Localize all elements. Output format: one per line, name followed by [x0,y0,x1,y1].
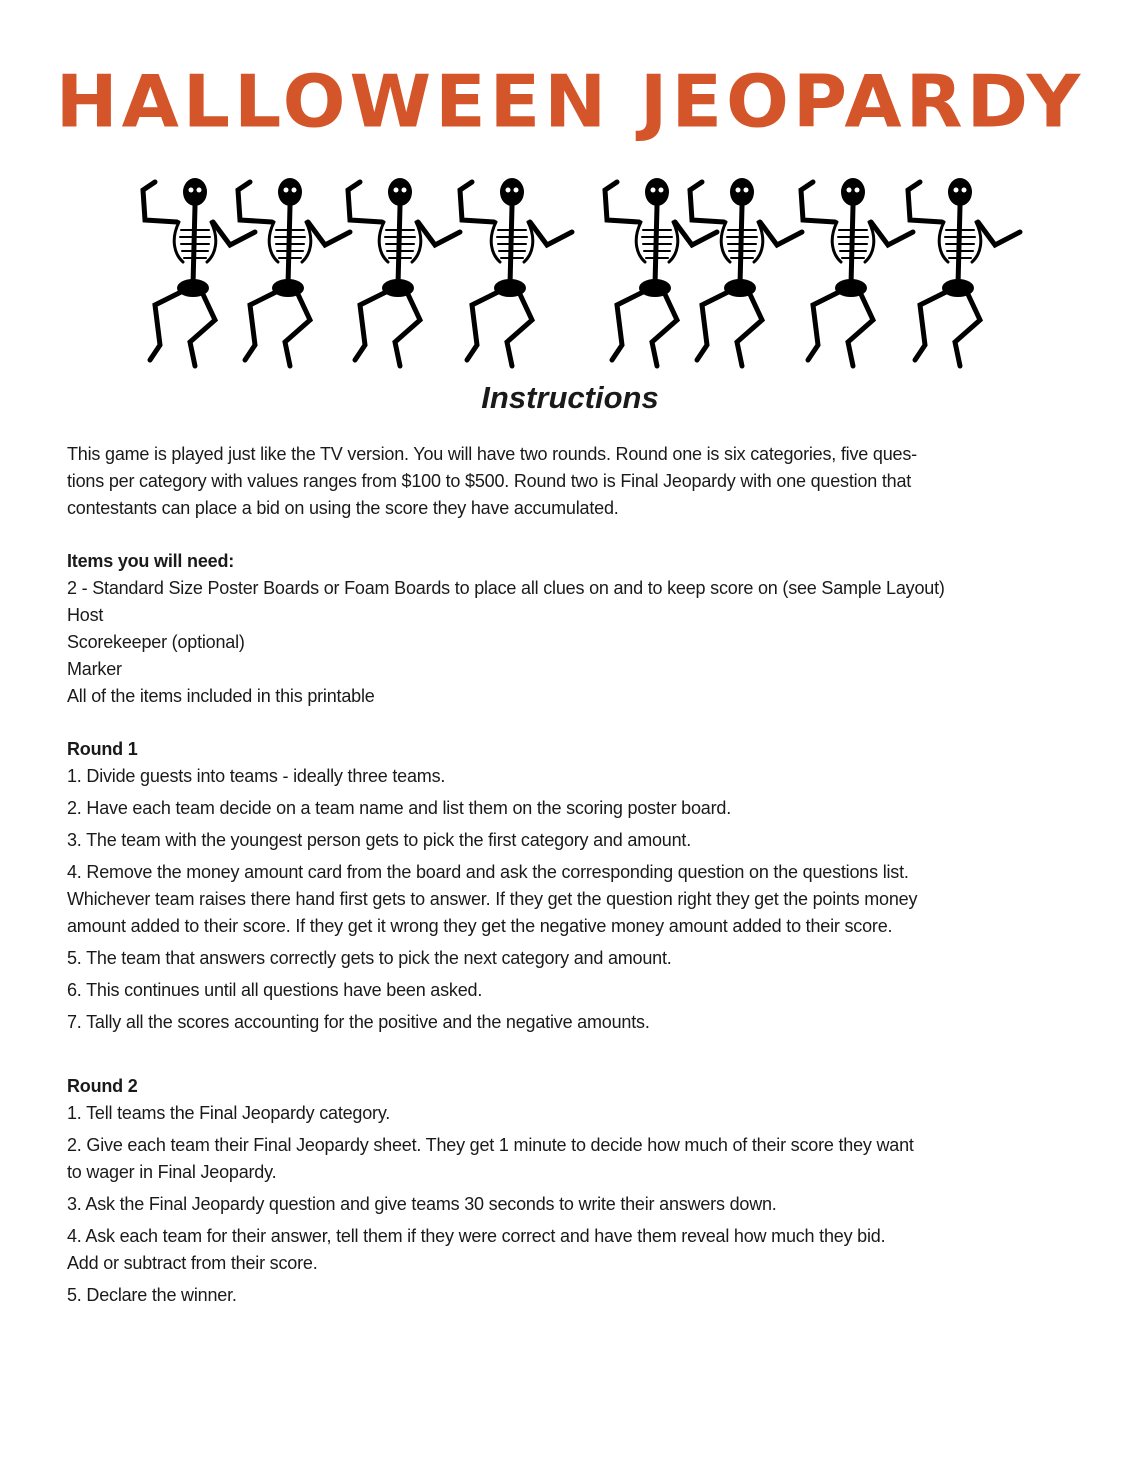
step-line: 1. Tell teams the Final Jeopardy category. [67,1103,391,1123]
item: 2 - Standard Size Poster Boards or Foam Boards to place all clues on and to keep score on (see Sample Layout) [67,578,945,598]
section-title: Instructions [481,380,659,415]
step-line: Add or subtract from their score. [67,1253,318,1273]
item: Marker [67,659,122,679]
step-line: 4. Ask each team for their answer, tell them if they were correct and have them reveal how much they bid. [67,1226,886,1246]
step [67,945,1087,972]
skeleton [605,178,717,366]
round2-heading: Round 2 [67,1076,138,1096]
skeleton [460,178,572,366]
step [67,1132,1087,1186]
step [67,1223,1087,1277]
skeleton [908,178,1020,366]
step [67,763,1087,790]
skeleton [348,178,460,366]
step [67,827,1087,854]
step-line: amount added to their score. If they get it wrong they get the negative money amount added to their score. [67,916,893,936]
intro-line: This game is played just like the TV version. You will have two rounds. Round one is six categories, five ques- [67,444,917,464]
instructions-body [67,441,1087,1314]
step [67,1100,1087,1127]
intro-line: contestants can place a bid on using the score they have accumulated. [67,498,619,518]
items-heading: Items you will need: [67,551,235,571]
step-line: 2. Give each team their Final Jeopardy sheet. They get 1 minute to decide how much of their score they want [67,1135,914,1155]
step-line: 6. This continues until all questions have been asked. [67,980,483,1000]
step [67,1282,1087,1309]
step-line: 2. Have each team decide on a team name and list them on the scoring poster board. [67,798,731,818]
step-line: 3. The team with the youngest person gets to pick the first category and amount. [67,830,692,850]
step [67,1191,1087,1218]
skeleton [690,178,802,366]
item: Scorekeeper (optional) [67,632,245,652]
step-line: Whichever team raises there hand first gets to answer. If they get the question right they get the points money [67,889,918,909]
step-line: 5. The team that answers correctly gets to pick the next category and amount. [67,948,672,968]
intro-paragraph [67,441,1087,522]
step-line: 3. Ask the Final Jeopardy question and give teams 30 seconds to write their answers down. [67,1194,777,1214]
step [67,1009,1087,1036]
step [67,859,1087,940]
step [67,795,1087,822]
round2-steps [67,1100,1087,1309]
intro-line: tions per category with values ranges from $100 to $500. Round two is Final Jeopardy with one question that [67,471,912,491]
round1-heading: Round 1 [67,739,138,759]
step [67,977,1087,1004]
item: All of the items included in this printable [67,686,375,706]
step-line: 7. Tally all the scores accounting for the positive and the negative amounts. [67,1012,650,1032]
round1-steps [67,763,1087,1036]
dancing-skeletons-illustration [0,165,1140,375]
step-line: 4. Remove the money amount card from the board and ask the corresponding question on the questions list. [67,862,909,882]
skeleton [801,178,913,366]
skeleton [238,178,350,366]
page-title: HALLOWEEN JEOPARDY [55,59,1085,145]
step-line: to wager in Final Jeopardy. [67,1162,277,1182]
step-line: 5. Declare the winner. [67,1285,237,1305]
step-line: 1. Divide guests into teams - ideally three teams. [67,766,446,786]
item: Host [67,605,104,625]
